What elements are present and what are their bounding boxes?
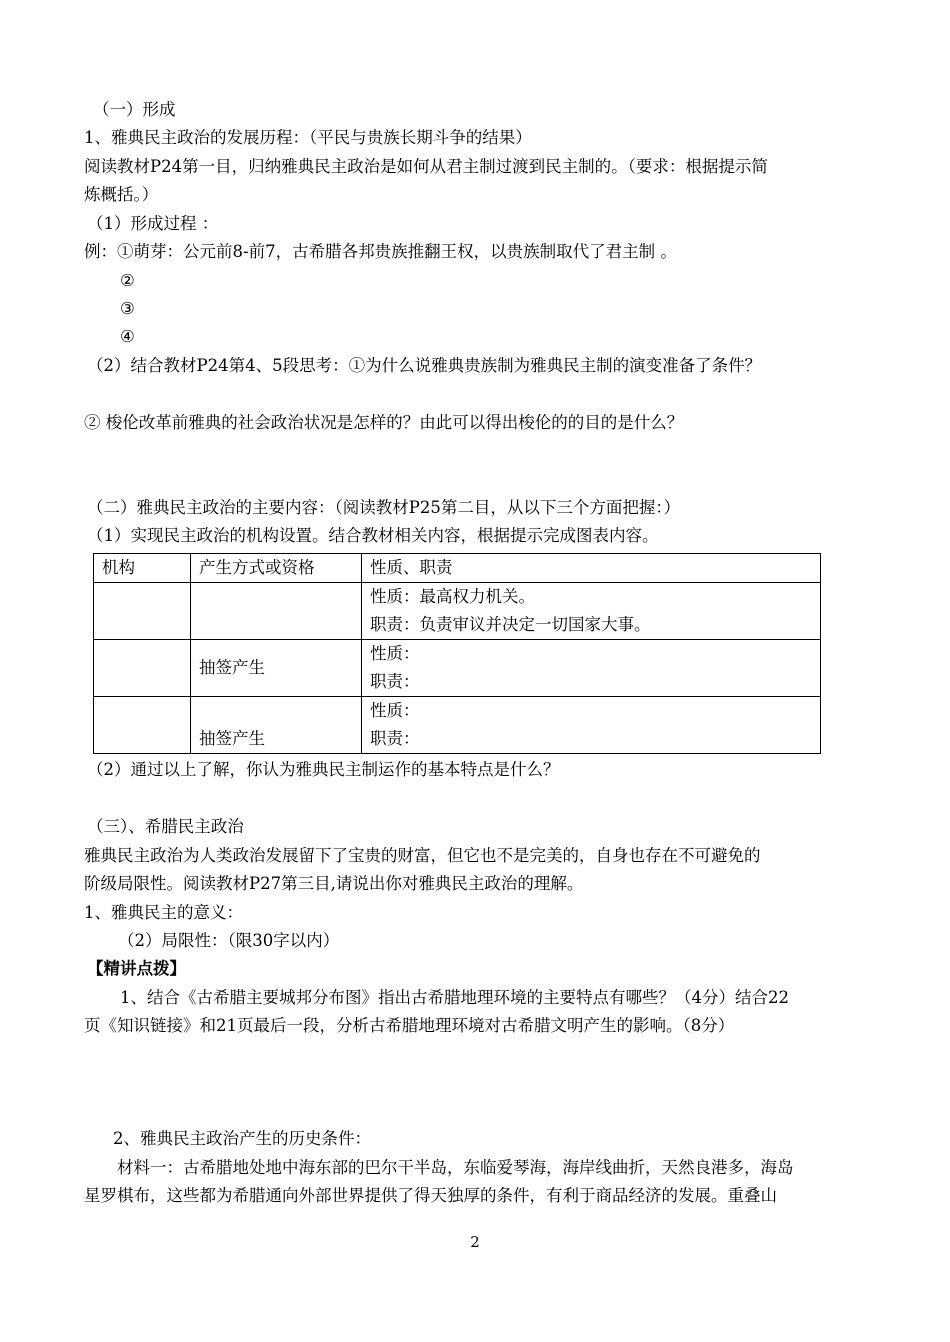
nature-text: 性质： bbox=[370, 644, 420, 663]
example-text: 例：①萌芽：公元前8-前7，古希腊各邦贵族推翻王权，以贵族制取代了君主制 。 bbox=[84, 242, 677, 261]
step-2-marker: ② bbox=[120, 271, 135, 290]
cell-org bbox=[94, 697, 191, 754]
limitation-label: （2）局限性：（限30字以内） bbox=[118, 931, 340, 950]
instruction-line1: 阅读教材P24第一目，归纳雅典民主政治是如何从君主制过渡到民主制的。（要求：根据提示简 bbox=[84, 157, 768, 176]
table-header-row bbox=[94, 554, 821, 583]
instruction-line2: 炼概括。） bbox=[84, 185, 159, 204]
section4-heading: 【精讲点拨】 bbox=[87, 959, 186, 978]
cell-org bbox=[94, 583, 191, 640]
duty-text: 职责： bbox=[370, 672, 420, 691]
item1-text: 1、雅典民主政治的发展历程：（平民与贵族长期斗争的结果） bbox=[84, 128, 532, 147]
section2-sub1: （1）实现民主政治的机构设置。结合教材相关内容，根据提示完成图表内容。 bbox=[87, 526, 659, 545]
duty-text: 职责：负责审议并决定一切国家大事。 bbox=[370, 615, 651, 634]
table-row bbox=[94, 640, 821, 697]
step-4-marker: ④ bbox=[120, 327, 135, 346]
section3-para-line1: 雅典民主政治为人类政治发展留下了宝贵的财富，但它也不是完美的，自身也存在不可避免的 bbox=[84, 846, 761, 865]
nature-text: 性质：最高权力机关。 bbox=[370, 587, 535, 606]
cell-method: 抽签产生 bbox=[191, 697, 362, 754]
nature-text: 性质： bbox=[370, 701, 420, 720]
cell-method: 抽签产生 bbox=[191, 640, 362, 697]
think-question-1: （2）结合教材P24第4、5段思考：①为什么说雅典贵族制为雅典民主制的演变准备了条件？ bbox=[87, 356, 762, 375]
question1-line2: 页《知识链接》和21页最后一段，分析古希腊地理环境对古希腊文明产生的影响。（8分） bbox=[84, 1016, 735, 1035]
section1-heading: （一）形成 bbox=[93, 100, 176, 119]
question2: 2、雅典民主政治产生的历史条件： bbox=[113, 1129, 371, 1148]
section3-para-line2: 阶级局限性。阅读教材P27第三目,请说出你对雅典民主政治的理解。 bbox=[84, 874, 584, 893]
cell-nature-duty bbox=[362, 640, 821, 697]
process-label: （1）形成过程 ： bbox=[87, 214, 219, 233]
cell-org bbox=[94, 640, 191, 697]
material-line1: 材料一：古希腊地处地中海东部的巴尔干半岛，东临爱琴海，海岸线曲折，天然良港多，海岛 bbox=[117, 1158, 794, 1177]
page-number: 2 bbox=[470, 1233, 480, 1251]
header-method: 产生方式或资格 bbox=[191, 554, 362, 583]
question1-line1: 1、结合《古希腊主要城邦分布图》指出古希腊地理环境的主要特点有哪些？（4分）结合22 bbox=[120, 988, 789, 1007]
step-3-marker: ③ bbox=[120, 299, 135, 318]
section3-heading: （三）、希腊民主政治 bbox=[87, 817, 244, 836]
cell-method bbox=[191, 583, 362, 640]
think-question-2: ② 梭伦改革前雅典的社会政治状况是怎样的？由此可以得出梭伦的的目的是什么？ bbox=[84, 413, 684, 432]
cell-nature-duty bbox=[362, 697, 821, 754]
cell-nature-duty bbox=[362, 583, 821, 640]
table-row bbox=[94, 697, 821, 754]
material-line2: 星罗棋布，这些都为希腊通向外部世界提供了得天独厚的条件，有利于商品经济的发展。重叠山 bbox=[84, 1186, 777, 1205]
meaning-label: 1、雅典民主的意义： bbox=[84, 903, 243, 922]
section2-sub2: （2）通过以上了解，你认为雅典民主制运作的基本特点是什么？ bbox=[87, 760, 560, 779]
header-nature: 性质、职责 bbox=[362, 554, 821, 583]
table-row bbox=[94, 583, 821, 640]
header-org: 机构 bbox=[94, 554, 191, 583]
institution-table bbox=[93, 553, 821, 754]
duty-text: 职责： bbox=[370, 729, 420, 748]
section2-heading: （二）雅典民主政治的主要内容：（阅读教材P25第二目，从以下三个方面把握：） bbox=[87, 498, 681, 517]
